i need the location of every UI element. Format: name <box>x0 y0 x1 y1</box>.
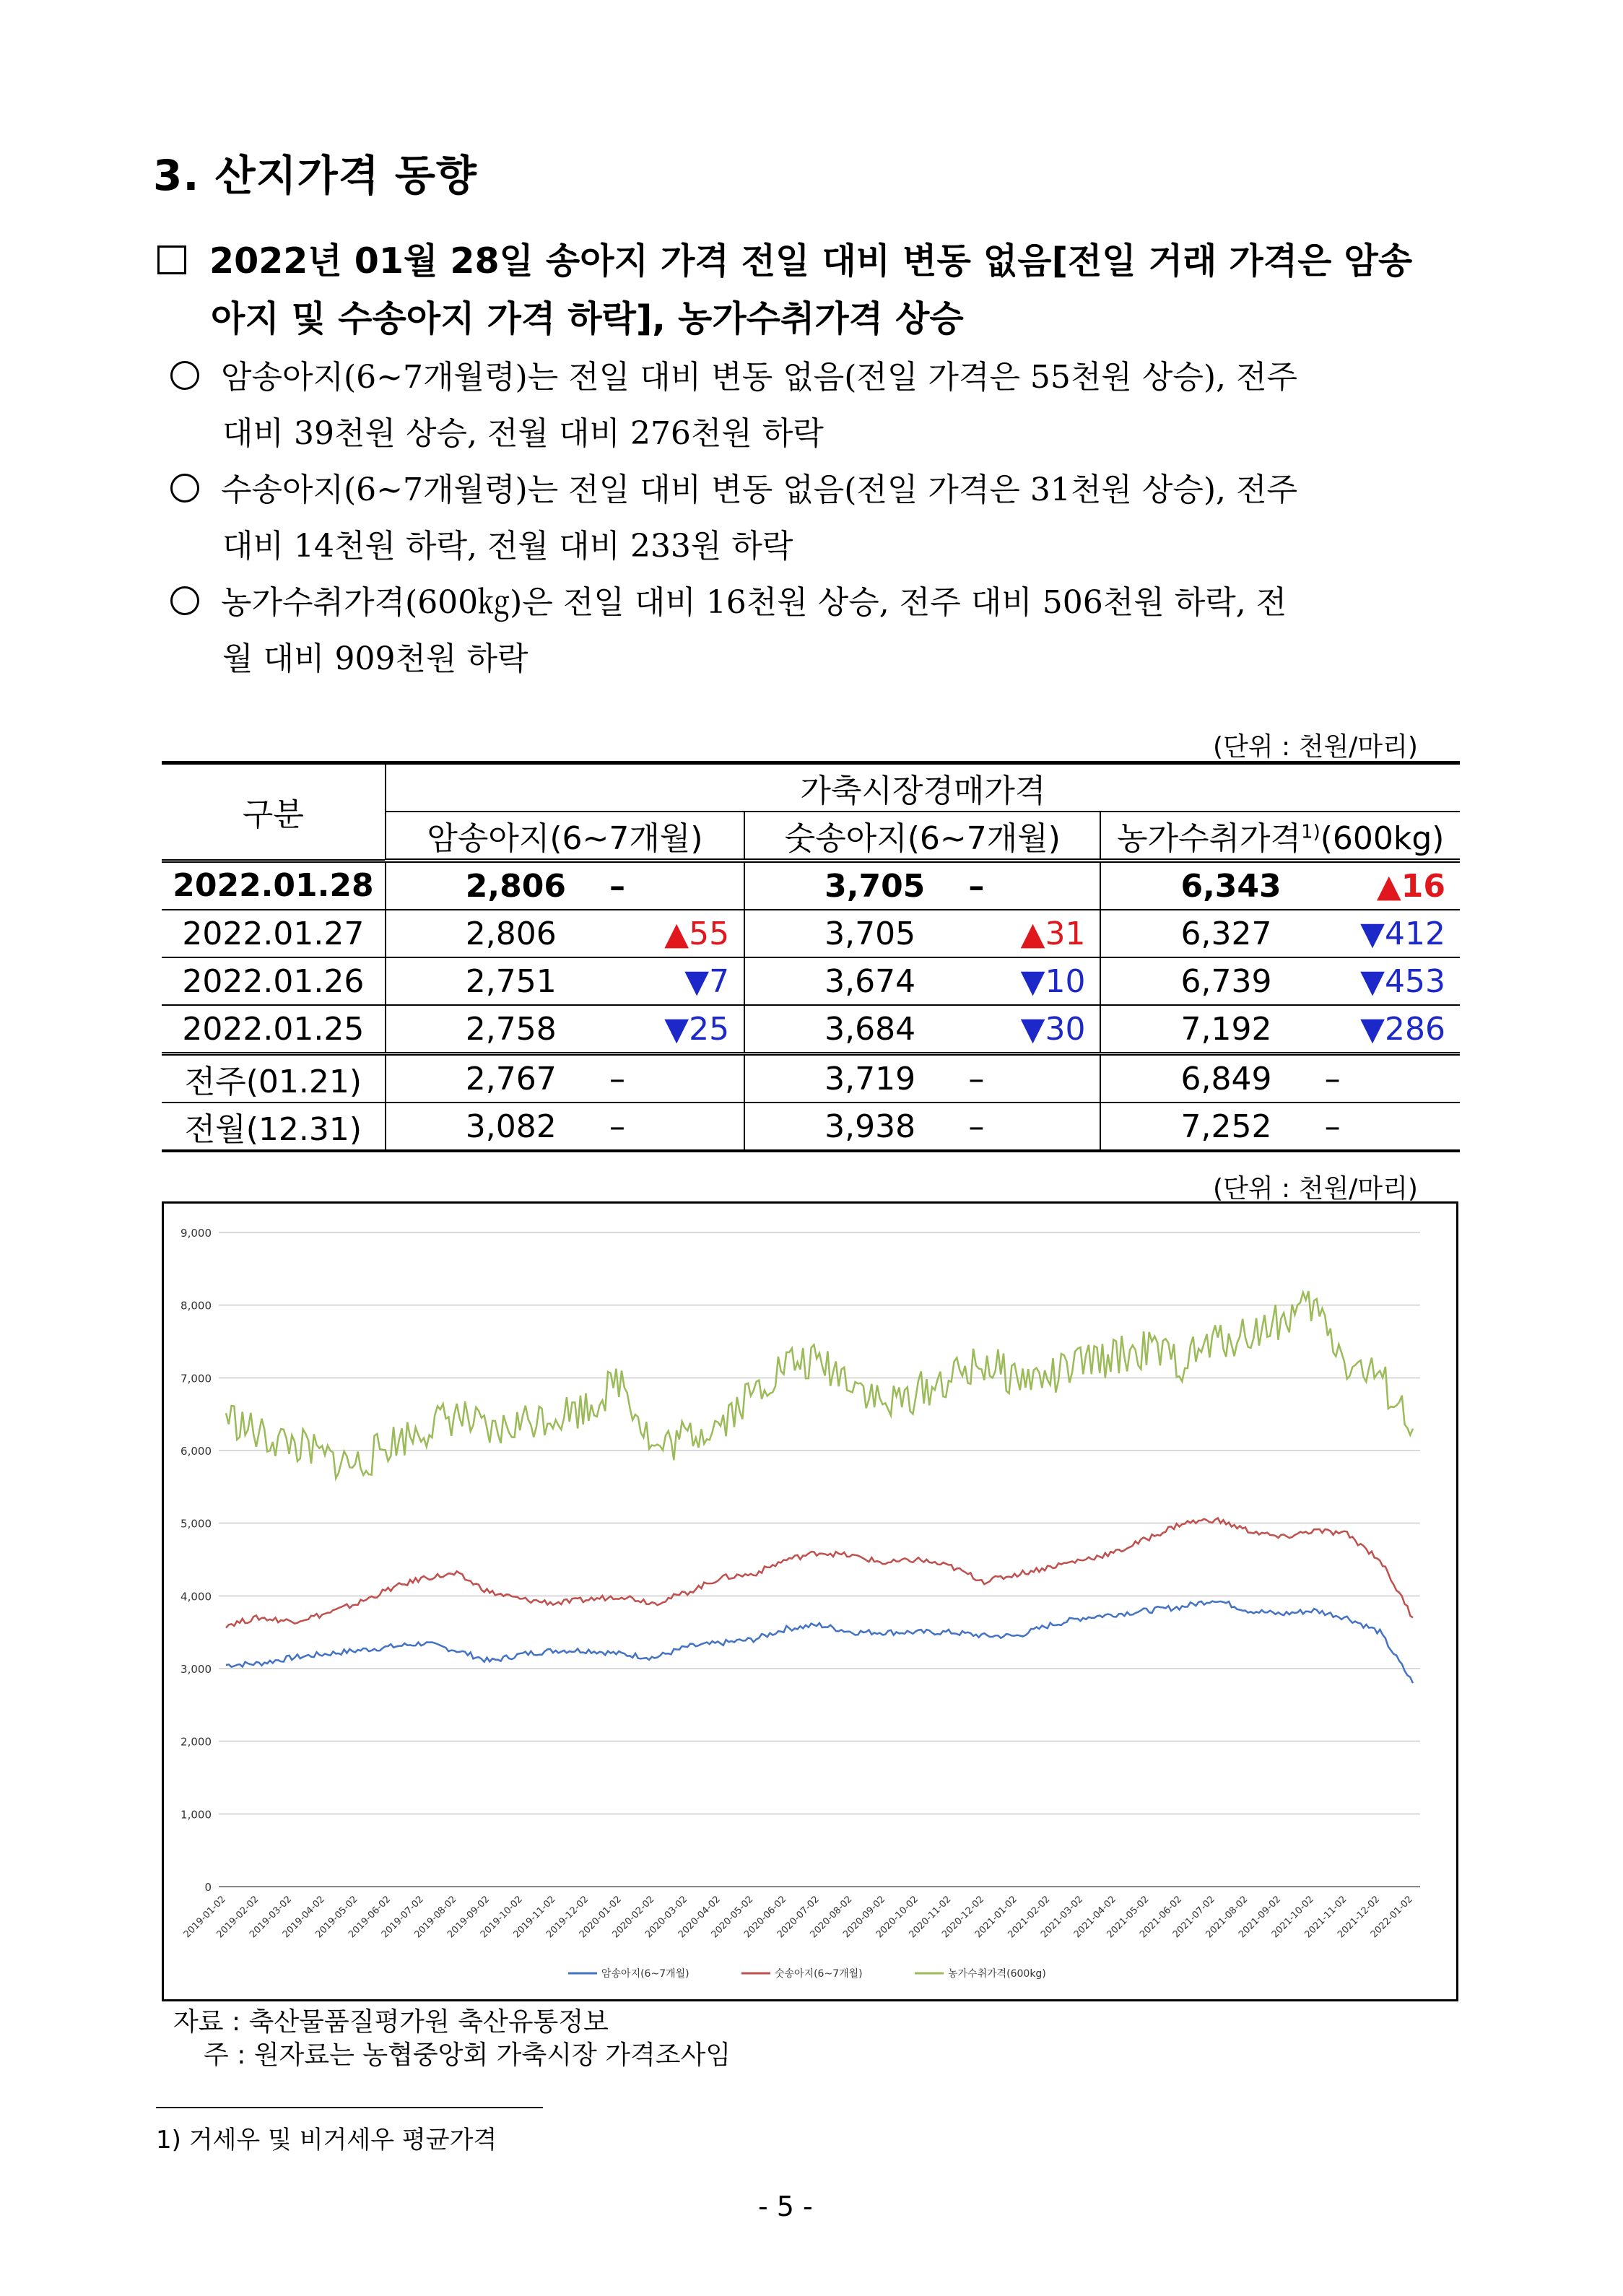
page-number: - 5 - <box>758 2191 813 2222</box>
x-tick-label: 2019-01-02 <box>181 1894 228 1941</box>
female-change: ▲55 <box>566 910 744 957</box>
male-change: ▲31 <box>925 910 1100 957</box>
bullet-line1: 농가수취가격(600㎏)은 전일 대비 16천원 상승, 전주 대비 506천원 하락, 전 <box>221 584 1287 621</box>
row-label: 전주(01.21) <box>162 1054 386 1103</box>
square-bullet-icon <box>157 245 186 274</box>
y-tick-label: 4,000 <box>180 1590 212 1604</box>
x-tick-label: 2019-12-02 <box>544 1894 591 1941</box>
x-tick-label: 2021-05-02 <box>1105 1894 1152 1941</box>
male-change: – <box>925 1054 1100 1103</box>
female-change: ▼25 <box>566 1005 744 1054</box>
x-tick-label: 2021-09-02 <box>1237 1894 1284 1941</box>
headline <box>157 232 1471 348</box>
x-tick-label: 2019-07-02 <box>379 1894 426 1941</box>
footnote: 1) 거세우 및 비거세우 평균가격 <box>156 2126 497 2154</box>
x-tick-label: 2022-01-02 <box>1368 1894 1415 1941</box>
x-tick-label: 2019-02-02 <box>214 1894 261 1941</box>
bullet-female-calf <box>170 349 1473 462</box>
x-tick-label: 2020-06-02 <box>742 1894 789 1941</box>
x-tick-label: 2021-10-02 <box>1269 1894 1316 1941</box>
bullet-farm-price <box>170 575 1473 687</box>
farm-price: 6,327 <box>1100 910 1281 957</box>
bullet-line2: 월 대비 909천원 하락 <box>222 640 528 677</box>
header-group: 구분 <box>162 763 386 861</box>
female-price: 2,806 <box>386 910 566 957</box>
female-change: ▼7 <box>566 957 744 1005</box>
farm-price: 6,739 <box>1100 957 1281 1005</box>
female-price: 2,758 <box>386 1005 566 1054</box>
farm-change: ▼412 <box>1282 910 1460 957</box>
female-change: – <box>566 861 744 910</box>
table-row <box>162 1005 1460 1054</box>
male-change: – <box>925 861 1100 910</box>
bullet-male-calf <box>170 462 1473 575</box>
circle-bullet-icon <box>170 586 199 615</box>
y-tick-label: 7,000 <box>180 1372 212 1386</box>
legend-label: 암송아지(6~7개월) <box>601 1968 689 1980</box>
legend-label: 농가수취가격(600kg) <box>948 1968 1046 1980</box>
x-tick-label: 2019-04-02 <box>280 1894 327 1941</box>
row-label: 2022.01.25 <box>162 1005 386 1054</box>
headline-line1: 2022년 01월 28일 송아지 가격 전일 대비 변동 없음[전일 거래 가격은 암송 <box>209 240 1413 282</box>
female-price: 3,082 <box>386 1103 566 1151</box>
male-price: 3,719 <box>744 1054 925 1103</box>
table-row <box>162 910 1460 957</box>
price-chart <box>162 1201 1458 2001</box>
farm-price: 6,343 <box>1100 861 1281 910</box>
table-row <box>162 1103 1460 1151</box>
y-tick-label: 3,000 <box>180 1663 212 1676</box>
header-female-calf: 암송아지(6~7개월) <box>386 812 744 861</box>
male-price: 3,705 <box>744 861 925 910</box>
y-tick-label: 6,000 <box>180 1445 212 1458</box>
female-price: 2,751 <box>386 957 566 1005</box>
x-tick-label: 2019-03-02 <box>248 1894 295 1941</box>
x-tick-label: 2020-12-02 <box>940 1894 987 1941</box>
x-tick-label: 2020-08-02 <box>808 1894 855 1941</box>
x-tick-label: 2019-08-02 <box>412 1894 459 1941</box>
y-tick-label: 8,000 <box>180 1299 212 1313</box>
female-price: 2,767 <box>386 1054 566 1103</box>
x-tick-label: 2020-07-02 <box>775 1894 822 1941</box>
price-table <box>162 761 1460 1152</box>
x-tick-label: 2020-03-02 <box>643 1894 690 1941</box>
row-label: 전월(12.31) <box>162 1103 386 1151</box>
table-row <box>162 1054 1460 1103</box>
x-tick-label: 2019-09-02 <box>445 1894 492 1941</box>
x-tick-label: 2021-07-02 <box>1170 1894 1217 1941</box>
x-tick-label: 2021-11-02 <box>1302 1894 1349 1941</box>
male-price: 3,684 <box>744 1005 925 1054</box>
farm-change: – <box>1282 1054 1460 1103</box>
x-tick-label: 2019-05-02 <box>313 1894 360 1941</box>
x-tick-label: 2020-11-02 <box>907 1894 954 1941</box>
x-tick-label: 2020-09-02 <box>841 1894 888 1941</box>
circle-bullet-icon <box>170 361 199 390</box>
y-tick-label: 2,000 <box>180 1735 212 1749</box>
x-tick-label: 2021-03-02 <box>1039 1894 1086 1941</box>
farm-price: 7,252 <box>1100 1103 1281 1151</box>
y-tick-label: 9,000 <box>180 1227 212 1240</box>
farm-price: 6,849 <box>1100 1054 1281 1103</box>
x-tick-label: 2021-01-02 <box>973 1894 1019 1941</box>
male-change: ▼10 <box>925 957 1100 1005</box>
header-male-calf: 숫송아지(6~7개월) <box>744 812 1100 861</box>
row-label: 2022.01.28 <box>162 861 386 910</box>
bullet-line1: 수송아지(6~7개월령)는 전일 대비 변동 없음(전일 가격은 31천원 상승), 전주 <box>221 471 1297 508</box>
farm-price: 7,192 <box>1100 1005 1281 1054</box>
male-price: 3,938 <box>744 1103 925 1151</box>
header-auction-price: 가축시장경매가격 <box>386 763 1460 812</box>
farm-change: ▼453 <box>1282 957 1460 1005</box>
farm-change: – <box>1282 1103 1460 1151</box>
male-price: 3,674 <box>744 957 925 1005</box>
table-row <box>162 861 1460 910</box>
bullet-line2: 대비 39천원 상승, 전월 대비 276천원 하락 <box>222 415 824 452</box>
male-change: ▼30 <box>925 1005 1100 1054</box>
y-tick-label: 1,000 <box>180 1808 212 1822</box>
bullet-line2: 대비 14천원 하락, 전월 대비 233원 하락 <box>222 528 793 565</box>
y-tick-label: 0 <box>204 1881 212 1894</box>
x-tick-label: 2020-10-02 <box>874 1894 921 1941</box>
footnote-divider <box>156 2107 543 2108</box>
male-price: 3,705 <box>744 910 925 957</box>
legend-label: 숫송아지(6~7개월) <box>775 1968 863 1980</box>
x-tick-label: 2019-06-02 <box>347 1894 393 1941</box>
series-line-1 <box>226 1518 1413 1628</box>
section-title: 3. 산지가격 동향 <box>153 151 477 200</box>
row-label: 2022.01.27 <box>162 910 386 957</box>
source-note: 자료 : 축산물품질평가원 축산유통정보 <box>173 2007 609 2037</box>
male-change: – <box>925 1103 1100 1151</box>
bullet-line1: 암송아지(6~7개월령)는 전일 대비 변동 없음(전일 가격은 55천원 상승), 전주 <box>221 359 1297 396</box>
table-row <box>162 957 1460 1005</box>
data-note: 주 : 원자료는 농협중앙회 가축시장 가격조사임 <box>204 2040 731 2070</box>
series-line-0 <box>226 1601 1413 1684</box>
x-tick-label: 2021-04-02 <box>1071 1894 1118 1941</box>
farm-change: ▼286 <box>1282 1005 1460 1054</box>
female-change: – <box>566 1103 744 1151</box>
table-unit-label: (단위 : 천원/마리) <box>1213 732 1418 762</box>
farm-change: ▲16 <box>1282 861 1460 910</box>
x-tick-label: 2021-02-02 <box>1006 1894 1053 1941</box>
x-tick-label: 2020-02-02 <box>610 1894 657 1941</box>
female-change: – <box>566 1054 744 1103</box>
x-tick-label: 2020-01-02 <box>577 1894 624 1941</box>
chart-unit-label: (단위 : 천원/마리) <box>1213 1174 1418 1204</box>
price-line-chart <box>164 1204 1456 1999</box>
x-tick-label: 2021-06-02 <box>1138 1894 1185 1941</box>
header-farm-price: 농가수취가격$^{1)}$(600kg) <box>1100 812 1460 861</box>
circle-bullet-icon <box>170 474 199 503</box>
y-tick-label: 5,000 <box>180 1517 212 1531</box>
female-price: 2,806 <box>386 861 566 910</box>
x-tick-label: 2020-05-02 <box>709 1894 756 1941</box>
x-tick-label: 2019-11-02 <box>511 1894 558 1941</box>
row-label: 2022.01.26 <box>162 957 386 1005</box>
x-tick-label: 2020-04-02 <box>676 1894 723 1941</box>
x-tick-label: 2021-12-02 <box>1336 1894 1383 1941</box>
x-tick-label: 2021-08-02 <box>1204 1894 1250 1941</box>
headline-line2: 아지 및 수송아지 가격 하락], 농가수취가격 상승 <box>211 298 964 339</box>
x-tick-label: 2019-10-02 <box>478 1894 525 1941</box>
